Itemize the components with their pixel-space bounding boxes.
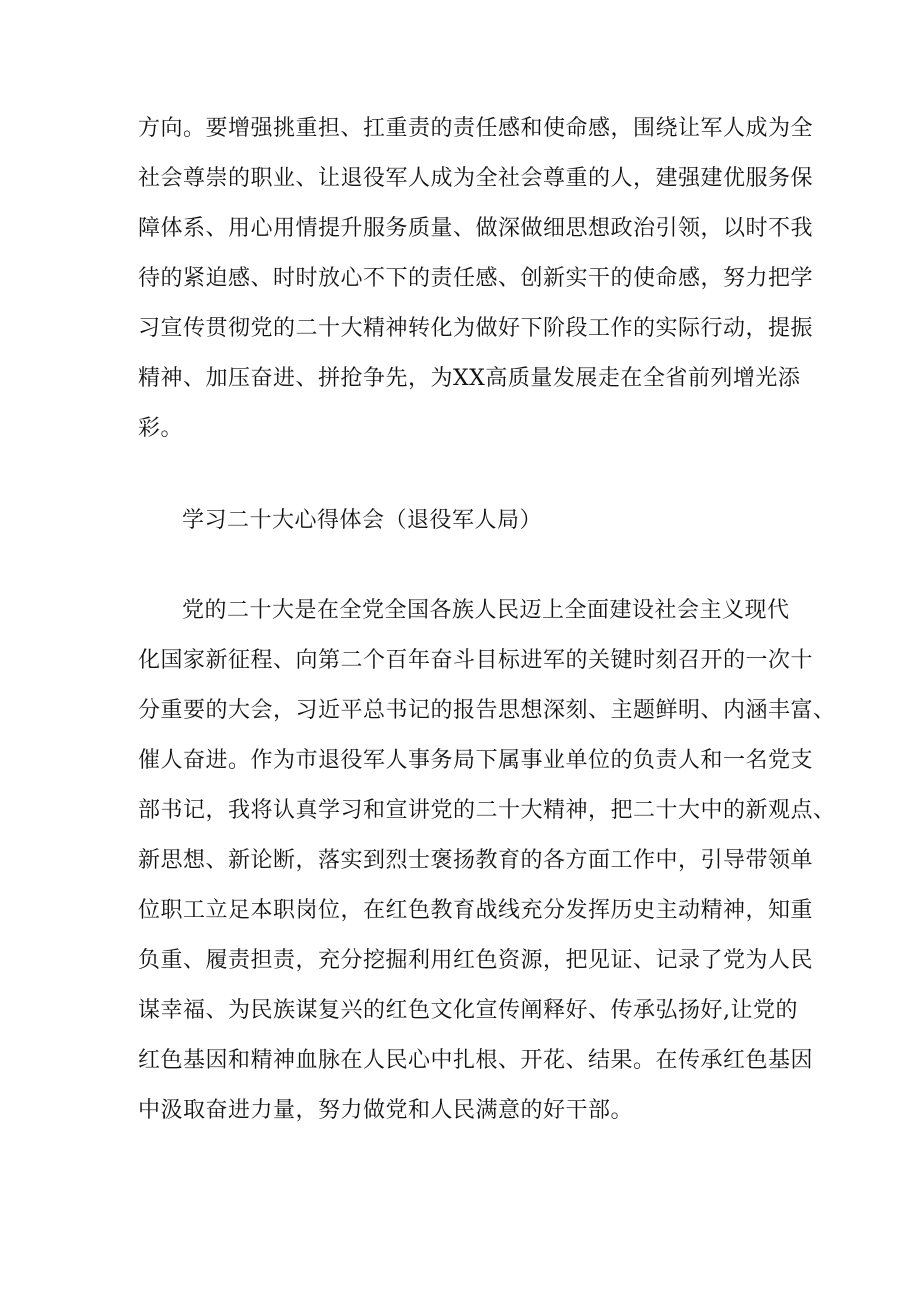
paragraph-line: 方向。要增强挑重担、扛重责的责任感和使命感，围绕让军人成为全 <box>138 116 814 141</box>
paragraph-line: 习宣传贯彻党的二十大精神转化为做好下阶段工作的实际行动，提振 <box>138 316 814 341</box>
paragraph-line: 谋幸福、为民族谋复兴的红色文化宣传阐释好、传承弘扬好,让党的 <box>138 998 798 1023</box>
paragraph-line: 部书记，我将认真学习和宣讲党的二十大精神，把二十大中的新观点、 <box>138 798 836 823</box>
paragraph-line: 社会尊崇的职业、让退役军人成为全社会尊重的人，建强建优服务保 <box>138 166 814 191</box>
paragraph-line: 彩。 <box>138 416 184 441</box>
paragraph-line: 精神、加压奋进、拼抢争先，为XX高质量发展走在全省前列增光添 <box>138 366 801 391</box>
paragraph-line: 中汲取奋进力量，努力做党和人民满意的好干部。 <box>138 1098 634 1123</box>
paragraph-line: 位职工立足本职岗位，在红色教育战线充分发挥历史主动精神，知重 <box>138 898 814 923</box>
section-title: 学习二十大心得体会（退役军人局） <box>182 508 543 533</box>
paragraph-line: 新思想、新论断，落实到烈士褒扬教育的各方面工作中，引导带领单 <box>138 848 814 873</box>
paragraph-line: 负重、履责担责，充分挖掘利用红色资源，把见证、记录了党为人民 <box>138 948 814 973</box>
paragraph-line: 待的紧迫感、时时放心不下的责任感、创新实干的使命感，努力把学 <box>138 266 814 291</box>
paragraph-line: 党的二十大是在全党全国各族人民迈上全面建设社会主义现代 <box>182 598 790 623</box>
paragraph-line: 分重要的大会，习近平总书记的报告思想深刻、主题鲜明、内涵丰富、 <box>138 698 836 723</box>
paragraph-line: 障体系、用心用情提升服务质量、做深做细思想政治引领，以时不我 <box>138 216 814 241</box>
paragraph-line: 催人奋进。作为市退役军人事务局下属事业单位的负责人和一名党支 <box>138 748 814 773</box>
paragraph-line: 红色基因和精神血脉在人民心中扎根、开花、结果。在传承红色基因 <box>138 1048 814 1073</box>
paragraph-line: 化国家新征程、向第二个百年奋斗目标进军的关键时刻召开的一次十 <box>138 648 814 673</box>
